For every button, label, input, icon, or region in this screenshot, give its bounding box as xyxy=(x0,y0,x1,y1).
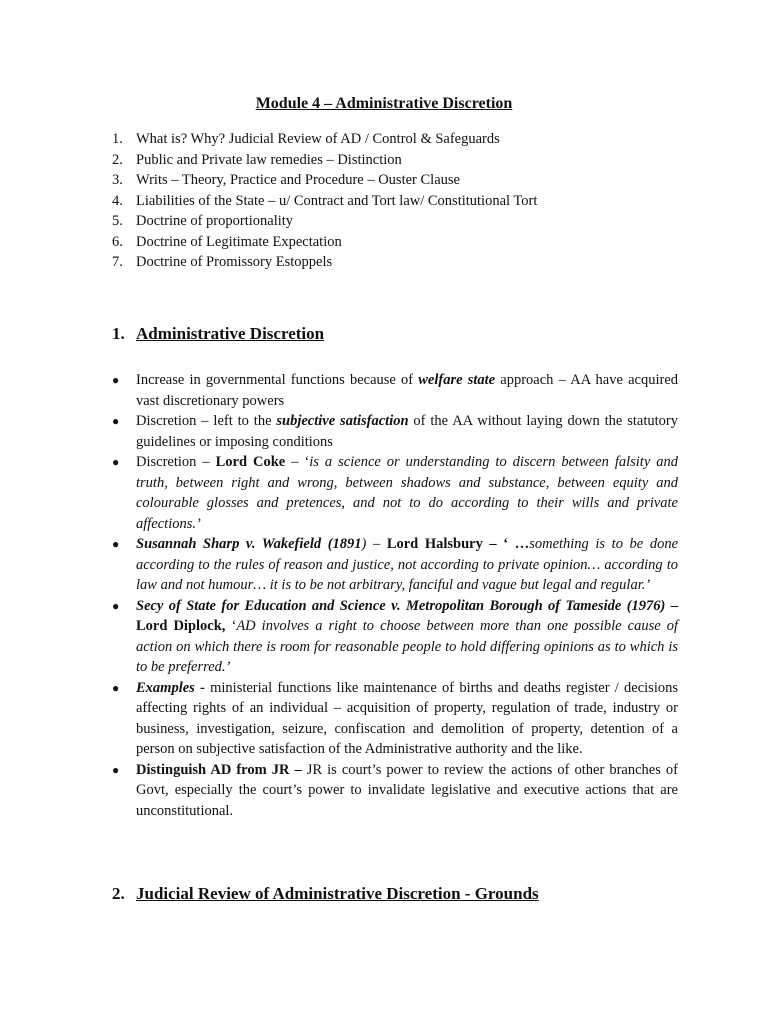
strong-text: Lord Halsbury – ‘ … xyxy=(386,536,530,552)
bullet-item xyxy=(112,596,678,678)
bullet-icon: ● xyxy=(112,414,120,428)
topic-item xyxy=(112,129,692,150)
topic-text: Liabilities of the State – u/ Contract and Tort law/ Constitutional Tort xyxy=(136,192,538,209)
text-run: ) xyxy=(361,536,367,552)
discretion-bullets xyxy=(112,370,678,821)
topic-number: 6. xyxy=(112,233,123,250)
bullet-icon: ● xyxy=(112,680,120,695)
text-run: Increase in governmental functions because of xyxy=(136,372,419,388)
topic-text: Writs – Theory, Practice and Procedure – Ouster Clause xyxy=(136,172,460,188)
bullet-icon: ● xyxy=(112,537,120,551)
text-run: Discretion – left to the xyxy=(136,413,277,429)
module-title: Module 4 – Administrative Discretion xyxy=(255,95,513,112)
bullet-item xyxy=(112,370,678,411)
text-run: of the AA without laying down the statutory guidelines or imposing conditions xyxy=(136,413,678,450)
topic-number: 5. xyxy=(112,213,123,229)
topic-text: What is? Why? Judicial Review of AD / Control & Safeguards xyxy=(136,131,500,147)
section-number: 2. xyxy=(112,884,125,903)
text-run: approach – AA have acquired vast discretionary powers xyxy=(136,372,678,409)
topic-item xyxy=(112,150,692,171)
topic-item xyxy=(112,191,692,212)
bullet-text xyxy=(136,760,678,822)
text-run: Discretion – xyxy=(136,454,216,470)
topic-number: 2. xyxy=(112,151,123,168)
bullet-text xyxy=(136,678,678,760)
bullet-icon: ● xyxy=(112,455,120,469)
bullet-item xyxy=(112,411,678,452)
bullet-item xyxy=(112,452,678,534)
topic-text: Doctrine of proportionality xyxy=(136,213,294,229)
topic-number: 1. xyxy=(112,131,123,147)
topic-text: Public and Private law remedies – Distinction xyxy=(136,151,402,168)
emphasis: welfare state xyxy=(418,372,496,388)
topic-number: 4. xyxy=(112,192,123,209)
bullet-text xyxy=(136,370,678,411)
bullet-text xyxy=(136,596,678,678)
strong-label: Examples xyxy=(136,679,195,696)
quote-text: something is to be done according to the rules of reason and justice, not according to private opinion… according to law and not humour… it is to be not arbitrary, fanciful and vague but legal and regular.’ xyxy=(136,536,679,593)
section-1-heading xyxy=(112,322,324,346)
section-2-heading xyxy=(112,882,539,906)
bullet-icon: ● xyxy=(112,762,120,777)
text-run: ministerial functions like maintenance of births and deaths register / decisions affecting rights of an individual – acquisition of property, regulation of trade, industry or business, investigation, seizure, confiscation and demolition of property, detention of a person on subjective satisfaction of the Administrative authority and the like. xyxy=(136,679,678,757)
topic-item xyxy=(112,252,692,273)
bullet-icon: ● xyxy=(112,598,120,613)
bullet-icon: ● xyxy=(112,373,120,387)
section-title: Administrative Discretion xyxy=(136,324,325,343)
bullet-text xyxy=(136,411,678,452)
bullet-item xyxy=(112,760,678,822)
text-run: – ‘ xyxy=(285,454,310,470)
section-number: 1. xyxy=(112,324,125,343)
strong-text: Lord Coke xyxy=(215,454,286,470)
strong-label: Distinguish AD from JR – xyxy=(136,761,302,778)
text-run: JR is court’s power to review the actions of other branches of Govt, especially the court’s power to invalidate legislative and executive actions that are unconstitutional. xyxy=(136,761,678,819)
case-name: Secy of State for Education and Science v. Metropolitan Borough of Tameside (1976) xyxy=(136,597,666,614)
topics-list xyxy=(112,129,692,273)
quote-text: AD involves a right to choose between more than one possible cause of action on which there is room for reasonable people to hold differing opinions as to which is to be preferred.’ xyxy=(136,618,678,675)
topic-text: Doctrine of Legitimate Expectation xyxy=(136,233,342,250)
bullet-item xyxy=(112,678,678,760)
case-name: Susannah Sharp v. Wakefield (1891 xyxy=(136,536,362,552)
strong-text: – Lord Diplock, xyxy=(136,597,679,634)
topic-number: 3. xyxy=(112,172,123,188)
bullet-item xyxy=(112,534,678,596)
topic-item xyxy=(112,232,692,253)
text-run: – xyxy=(366,536,387,552)
topic-text: Doctrine of Promissory Estoppels xyxy=(136,254,333,270)
section-title: Judicial Review of Administrative Discretion - Grounds xyxy=(136,884,539,903)
bullet-text xyxy=(136,452,678,534)
emphasis: subjective satisfaction xyxy=(276,413,409,429)
bullet-text xyxy=(136,534,678,596)
quote-text: is a science or understanding to discern between falsity and truth, between right and wrong, between shadows and substance, between equity and colourable glosses and pretences, and not to do according to their wills and private affections.’ xyxy=(136,454,678,532)
text-run: - xyxy=(194,679,211,696)
text-run: ‘ xyxy=(225,618,237,634)
topic-item xyxy=(112,170,692,191)
topic-number: 7. xyxy=(112,254,123,270)
topic-item xyxy=(112,211,692,232)
